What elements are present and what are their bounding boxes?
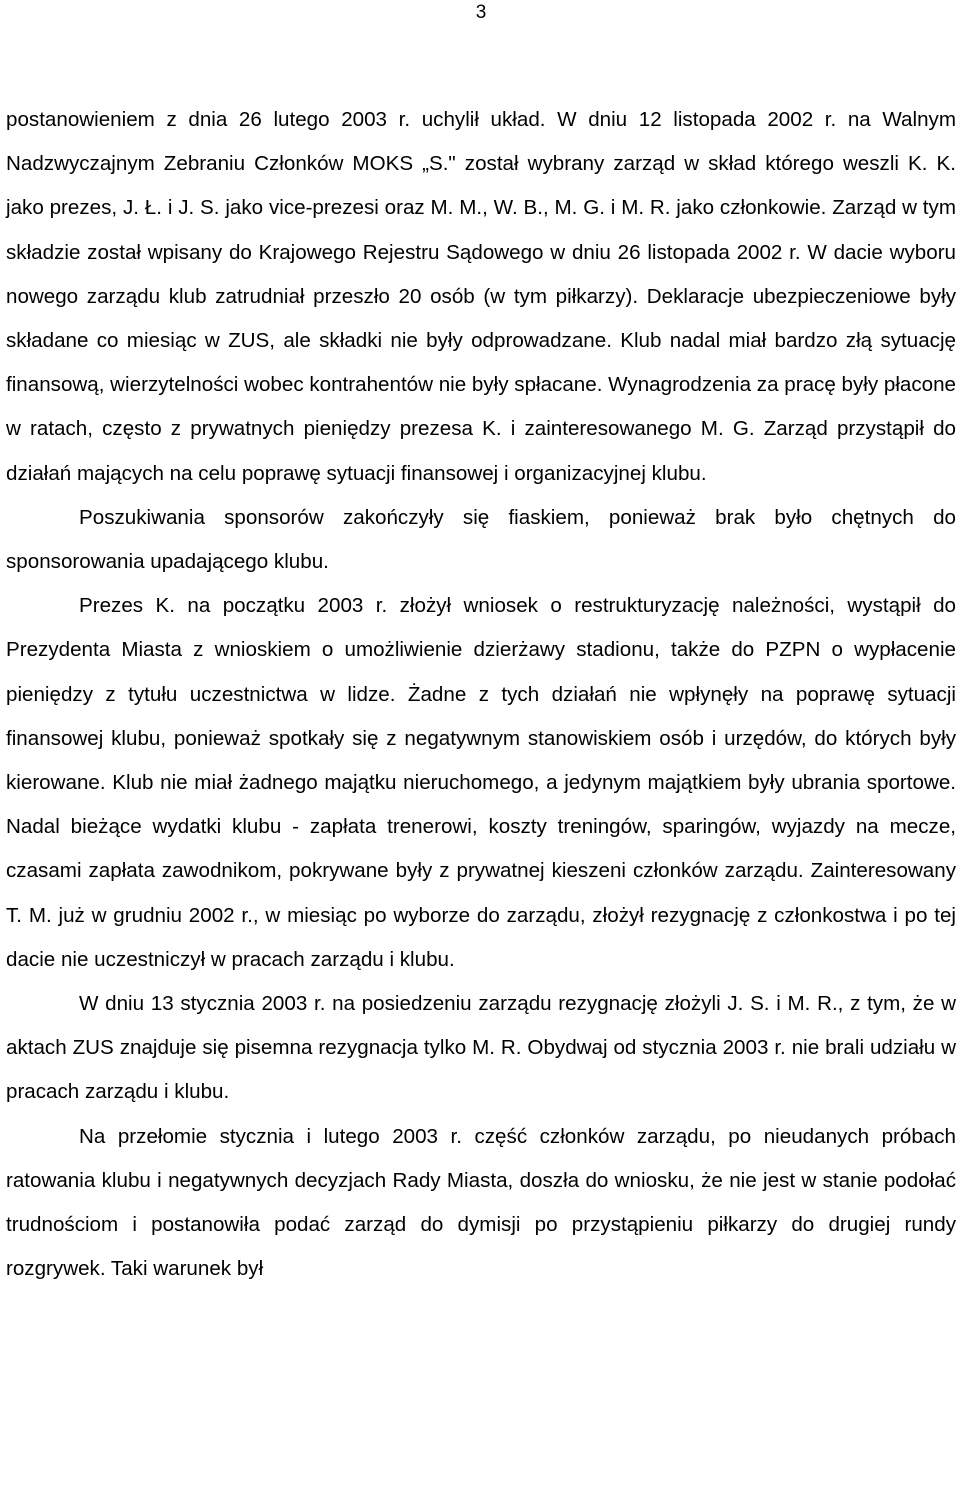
document-body <box>6 98 956 1291</box>
paragraph-1: postanowieniem z dnia 26 lutego 2003 r. uchylił układ. W dniu 12 listopada 2002 r. na Walnym Nadzwyczajnym Zebraniu Członków MOKS „S." został wybrany zarząd w skład którego weszli K. K. jako prezes, J. Ł. i J. S. jako vice-prezesi oraz M. M., W. B., M. G. i M. R. jako członkowie. Zarząd w tym składzie został wpisany do Krajowego Rejestru Sądowego w dniu 26 listopada 2002 r. W dacie wyboru nowego zarządu klub zatrudniał przeszło 20 osób (w tym piłkarzy). Deklaracje ubezpieczeniowe były składane co miesiąc w ZUS, ale składki nie były odprowadzane. Klub nadal miał bardzo złą sytuację finansową, wierzytelności wobec kontrahentów nie były spłacane. Wynagrodzenia za pracę były płacone w ratach, często z prywatnych pieniędzy prezesa K. i zainteresowanego M. G. Zarząd przystąpił do działań mających na celu poprawę sytuacji finansowej i organizacyjnej klubu. <box>6 108 956 485</box>
paragraph-5: Na przełomie stycznia i lutego 2003 r. część członków zarządu, po nieudanych próbach ratowania klubu i negatywnych decyzjach Rady Miasta, doszła do wniosku, że nie jest w stanie podołać trudnościom i postanowiła podać zarząd do dymisji po przystąpieniu piłkarzy do drugiej rundy rozgrywek. Taki warunek był <box>6 1124 956 1281</box>
paragraph-2: Poszukiwania sponsorów zakończyły się fiaskiem, ponieważ brak było chętnych do sponsorowania upadającego klubu. <box>6 505 956 574</box>
paragraph-4: W dniu 13 stycznia 2003 r. na posiedzeniu zarządu rezygnację złożyli J. S. i M. R., z tym, że w aktach ZUS znajduje się pisemna rezygnacja tylko M. R. Obydwaj od stycznia 2003 r. nie brali udziału w pracach zarządu i klubu. <box>6 992 956 1104</box>
page-number: 3 <box>475 2 487 23</box>
paragraph-3: Prezes K. na początku 2003 r. złożył wniosek o restrukturyzację należności, wystąpił do Prezydenta Miasta z wnioskiem o umożliwienie dzierżawy stadionu, także do PZPN o wypłacenie pieniędzy z tytułu uczestnictwa w lidze. Żadne z tych działań nie wpłynęły na poprawę sytuacji finansowej klubu, ponieważ spotkały się z negatywnym stanowiskiem osób i urzędów, do których były kierowane. Klub nie miał żadnego majątku nieruchomego, a jedynym majątkiem były ubrania sportowe. Nadal bieżące wydatki klubu - zapłata trenerowi, koszty treningów, sparingów, wyjazdy na mecze, czasami zapłata zawodnikom, pokrywane były z prywatnej kieszeni członków zarządu. Zainteresowany T. M. już w grudniu 2002 r., w miesiąc po wyborze do zarządu, złożył rezygnację z członkostwa i po tej dacie nie uczestniczył w pracach zarządu i klubu. <box>6 594 956 971</box>
